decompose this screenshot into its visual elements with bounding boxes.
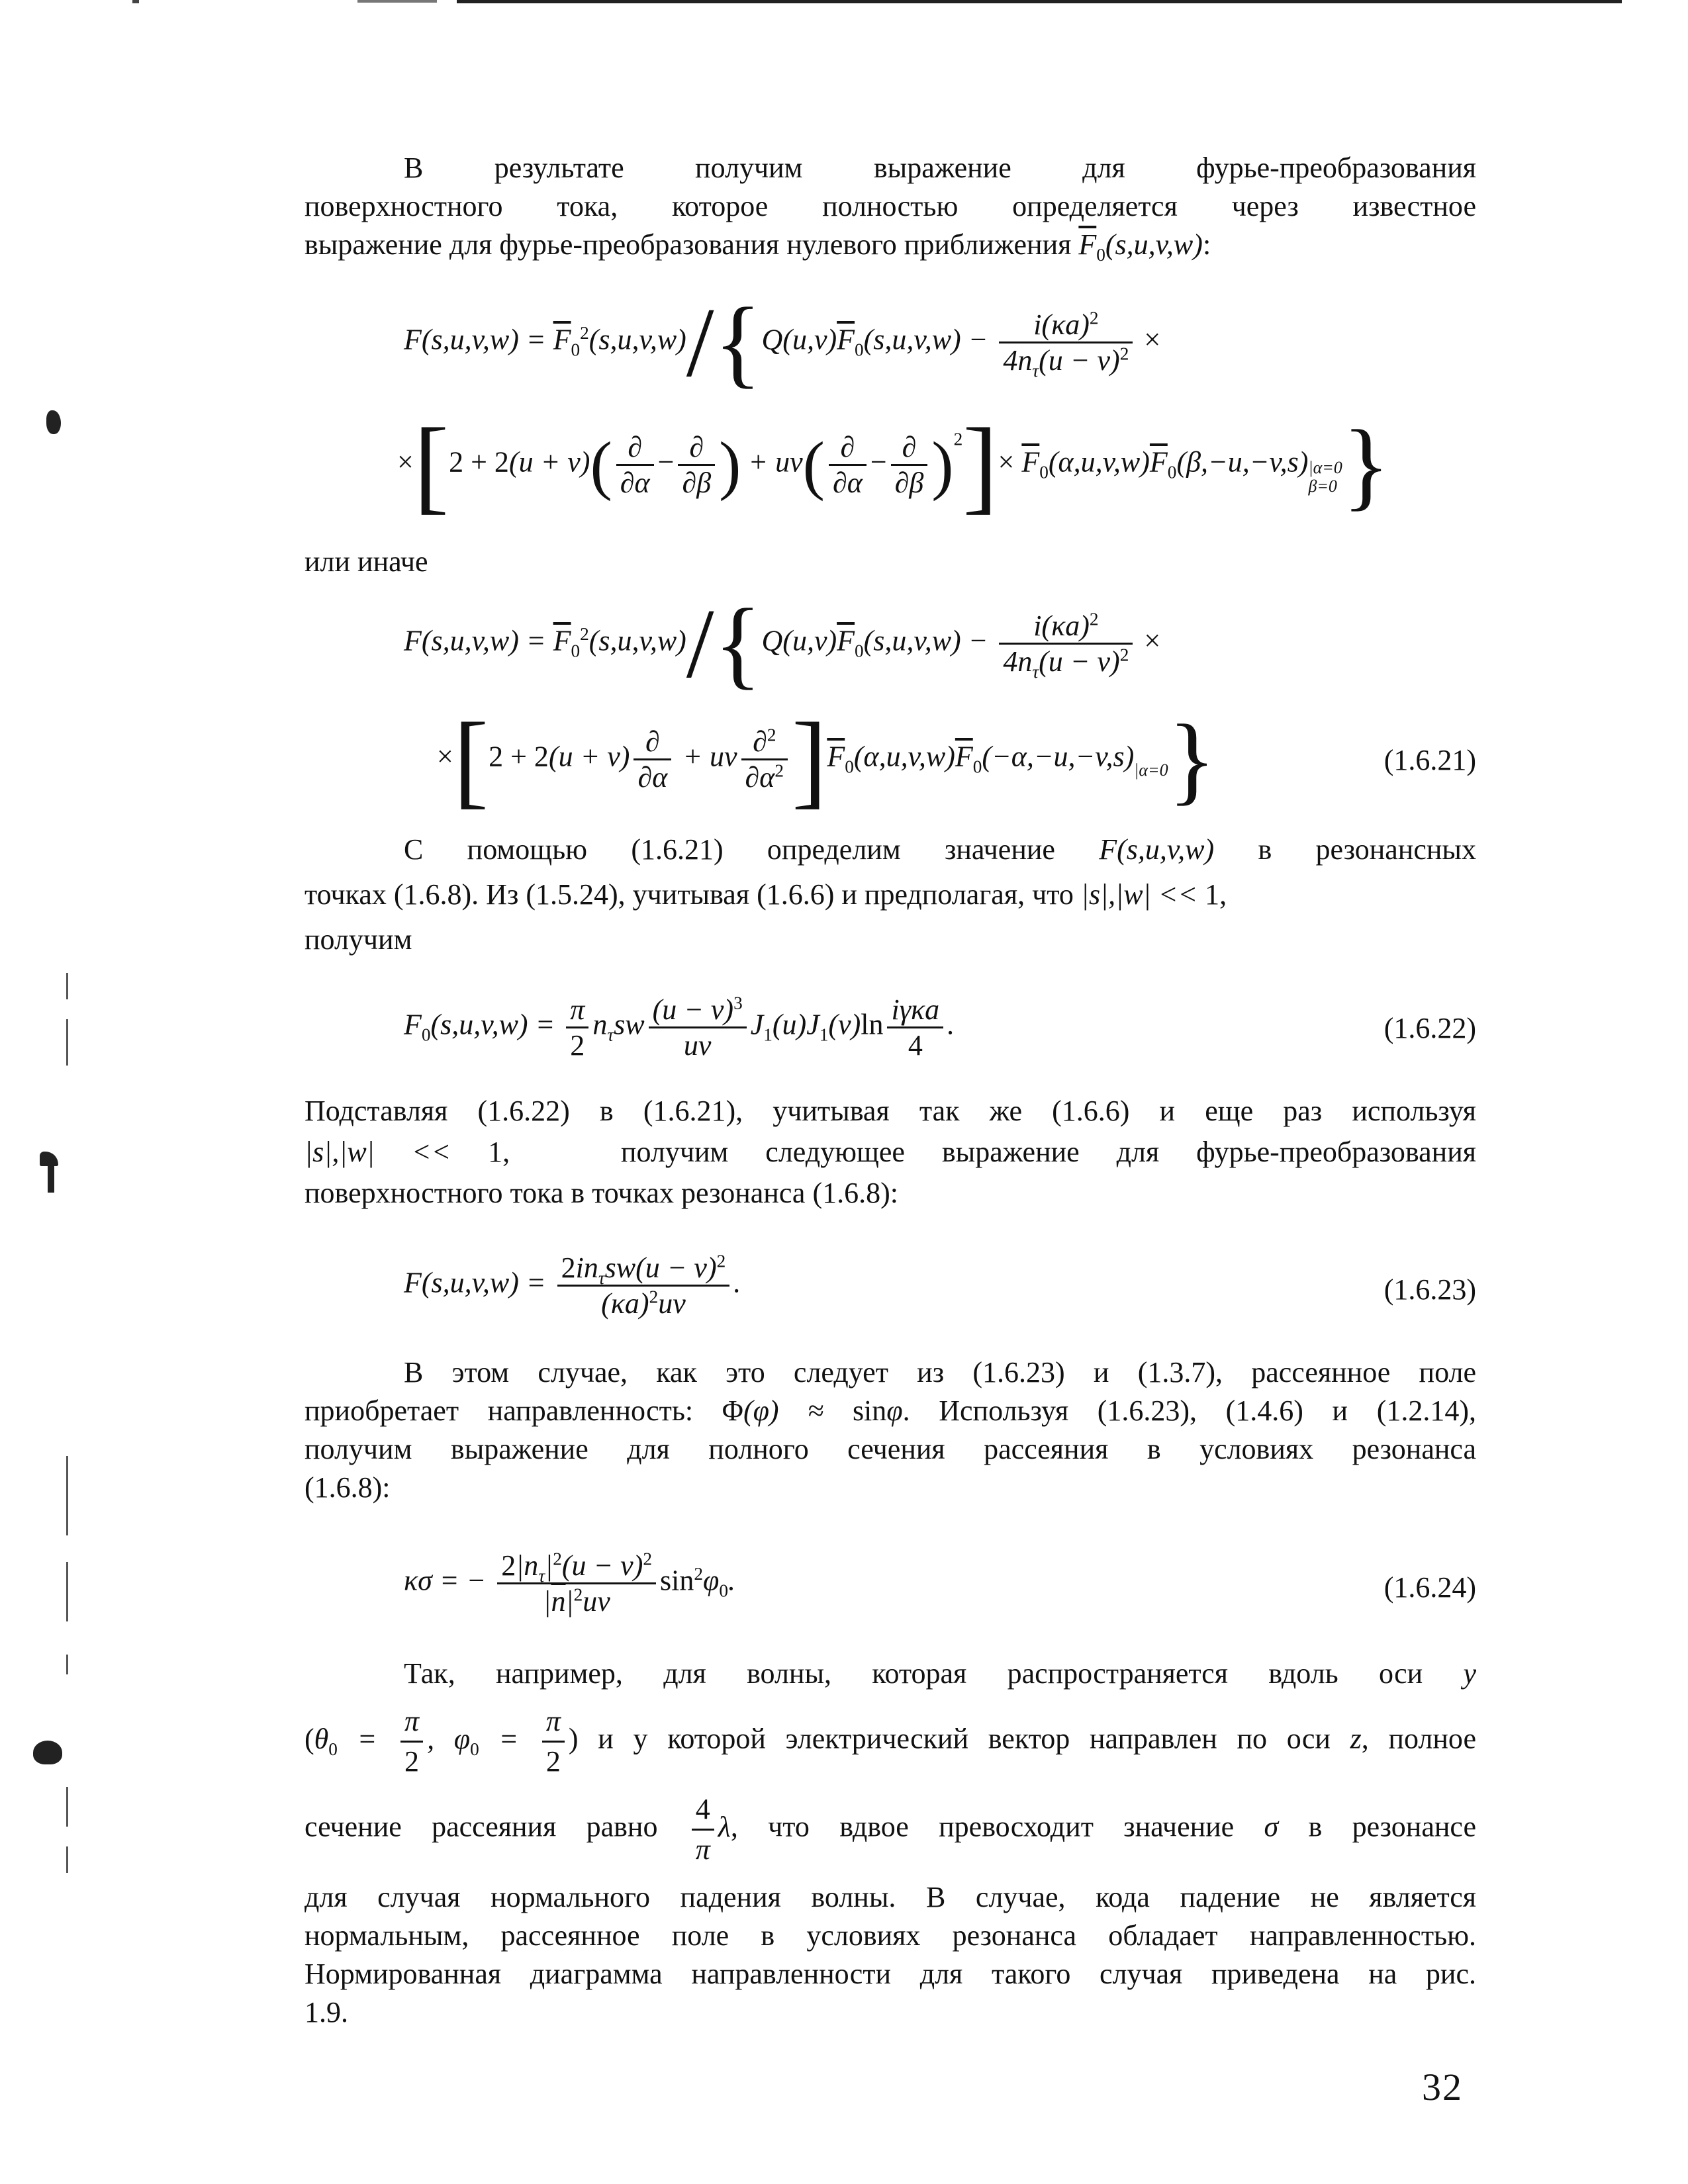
equation — [305, 287, 1476, 398]
text-line: нормальным, рассеянное поле в условиях резонанса обладает направленностью. — [305, 1919, 1476, 1952]
equation — [305, 700, 1476, 819]
text-line-text: выражение для фурье-преобразования нулевого приближения — [305, 228, 1072, 261]
text-line-text: . Используя (1.6.23), (1.4.6) и (1.2.14), — [902, 1394, 1476, 1427]
text-line-text: сечение рассеяния равно — [305, 1810, 658, 1843]
text-line-text: приобретает направленность: — [305, 1394, 694, 1427]
binding-tick — [66, 973, 68, 999]
formula-line: $F_0(s,u,v,w)$ = $\frac{\pi}{2}$ $n_\tau sw$ $\frac{(u - v)^3}{uv}$ $J_1(u)J_1(v)\ln$ $\frac{\text{iγκa}}{4}$ . — [404, 993, 955, 1062]
inline-formula: |s|,|w| << 1 — [305, 1136, 503, 1168]
text-line: (1.6.8): — [305, 1471, 391, 1504]
equation-number: (1.6.23) — [1383, 1273, 1476, 1306]
binding-tick — [66, 1787, 68, 1827]
binding-mark — [48, 1166, 54, 1193]
binding-mark — [33, 1741, 62, 1764]
binding-mark — [46, 410, 61, 434]
text-line-text: в резонансных — [1258, 833, 1476, 866]
inline-formula: F(s,u,v,w) — [1099, 833, 1215, 866]
text-line: поверхностного тока в точках резонанса (1.6.8): — [305, 1177, 898, 1209]
paragraph — [305, 1655, 1476, 2032]
paragraph — [305, 543, 1476, 581]
binding-tick — [66, 1456, 68, 1535]
text-line: Подставляя (1.6.22) в (1.6.21), учитывая так же (1.6.6) и еще раз используя — [305, 1095, 1476, 1127]
text-line-text: в резонансе — [1308, 1810, 1476, 1843]
paragraph — [305, 149, 1476, 264]
inline-formula: ($\theta_0$ = $\frac{\pi}{2}$ , $\varphi_0$ = $\frac{\pi}{2}$ — [305, 1723, 569, 1755]
text-line: В этом случае, как это следует из (1.6.23) и (1.3.7), рассеянное поле — [404, 1356, 1476, 1388]
text-line — [305, 831, 1476, 869]
text-line — [305, 1392, 1476, 1430]
text-line-text: Так, например, для волны, которая распространяется вдоль оси — [404, 1657, 1423, 1690]
text-line: получим выражение для полного сечения рассеяния в условиях резонанса — [305, 1433, 1476, 1465]
equation — [305, 1244, 1476, 1337]
binding-tick — [66, 1846, 68, 1873]
text-line: Так, например, для волны, которая распространяется вдоль оси y — [404, 1657, 1476, 1690]
text-line: выражение для фурье-преобразования нулевого приближения $\overline{F}_0(s,u,v,w)$: — [305, 228, 1211, 265]
equation — [305, 986, 1476, 1079]
binding-mark — [40, 1152, 58, 1166]
binding-tick — [66, 1562, 68, 1621]
equation — [305, 1542, 1476, 1641]
text-line-text: С помощью (1.6.21) определим значение — [404, 833, 1055, 866]
paragraph — [305, 1353, 1476, 1507]
text-line-text: ) и у которой электрический вектор направлен по оси — [568, 1722, 1331, 1755]
text-line: точках (1.6.8). Из (1.5.24), учитывая (1.6.6) и предполагая, что |s|,|w| << 1, — [305, 878, 1227, 911]
equation — [305, 406, 1476, 533]
text-line-text: , что вдвое превосходит значение — [730, 1810, 1235, 1843]
binding-tick — [66, 1019, 68, 1066]
scan-top-mark — [132, 0, 139, 3]
page-number: 32 — [1422, 2066, 1463, 2109]
text-line: В результате получим выражение для фурье-преобразования — [404, 152, 1476, 184]
text-line: 1.9. — [305, 1996, 348, 2028]
text-line: для случая нормального падения волны. В случае, кода падение не является — [305, 1881, 1476, 1913]
binding-tick — [66, 1655, 68, 1674]
formula-line: κσ = − $\frac{2|n_\tau|^2(u - v)^2}{|\overline{n}|^2uv}$ $\sin^2\varphi_0$. — [404, 1549, 735, 1617]
text-line: Нормированная диаграмма направленности для такого случая приведена на рис. — [305, 1958, 1476, 1990]
inline-formula: $\frac{4}{\pi}$ λ — [688, 1811, 731, 1843]
text-line: поверхностного тока, которое полностью определяется через известное — [305, 190, 1476, 222]
inline-formula: |s|,|w| << 1 — [1080, 878, 1220, 911]
text-line: получим — [305, 923, 412, 956]
formula-line: $F(s,u,v,w) = \overline{F}_0^2(s,u,v,w)/\{Q(u,v)\overline{F}_0(s,u,v,w)$ − $\frac{i(\kappa a)^2}{4n_\tau(u - v)^2}$ × — [404, 588, 1161, 699]
scan-top-mark — [357, 0, 437, 3]
equation — [305, 588, 1476, 699]
text-line-text: получим следующее выражение для фурье-преобразования — [620, 1136, 1476, 1168]
formula-line: ×[2 + 2(u + v)( $\frac{\partial}{\partial\alpha}$ − $\frac{\partial}{\partial\beta}$ ) + uv( $\frac{\partial}{\partial\alpha}$ − $\frac{\partial}{\partial\beta}$ )$^2]\times \overline{F}_0(\alpha,u,v,w)\overline{F}_0(\beta,-u,-v,s)|\alpha=0$ β=0} — [397, 406, 1390, 524]
text-line-text: , полное — [1361, 1722, 1476, 1755]
text-line: сечение рассеяния равно $\frac{4}{\pi}$ λ, что вдвое превосходит значение σ в резонансе — [305, 1790, 1476, 1869]
equation-number: (1.6.24) — [1383, 1571, 1476, 1604]
inline-formula: Φ(φ) ≈ sinφ — [722, 1394, 903, 1427]
equation-number: (1.6.22) — [1383, 1012, 1476, 1044]
paragraph — [305, 831, 1476, 959]
formula-line: ×[2 + 2(u + v) $\frac{\partial}{\partial\alpha}$ + uv $\frac{\partial^2}{\partial\alpha^2}$ ]$\overline{F}_0(\alpha,u,v,w)\overline{F}_0(-\alpha,-u,-v,s)|\alpha=0$} — [437, 700, 1216, 819]
text-line-text: точках (1.6.8). Из (1.5.24), учитывая (1.6.6) и предполагая, что — [305, 878, 1074, 911]
text-line: ($\theta_0$ = $\frac{\pi}{2}$ , $\varphi_0$ = $\frac{\pi}{2}$ ) и у которой электрический вектор направлен по оси z, полное — [305, 1702, 1476, 1781]
inline-formula: $\overline{F}_0(s,u,v,w)$ — [1078, 228, 1203, 265]
formula-line: F(s,u,v,w) = $\frac{2in_\tau sw(u - v)^2}{(\kappa a)^2uv}$ . — [404, 1251, 741, 1320]
formula-line: $F(s,u,v,w) = \overline{F}_0^2(s,u,v,w)/\{Q(u,v)\overline{F}_0(s,u,v,w)$ − $\frac{i(\kappa a)^2}{4n_\tau(u - v)^2}$ × — [404, 287, 1161, 398]
text-line: |s|,|w| << 1, получим следующее выражение для фурье-преобразования — [305, 1136, 1476, 1168]
text-line: или иначе — [305, 545, 428, 578]
paragraph — [305, 1092, 1476, 1212]
scan-top-line — [457, 0, 1622, 3]
equation-number: (1.6.21) — [1383, 744, 1476, 776]
